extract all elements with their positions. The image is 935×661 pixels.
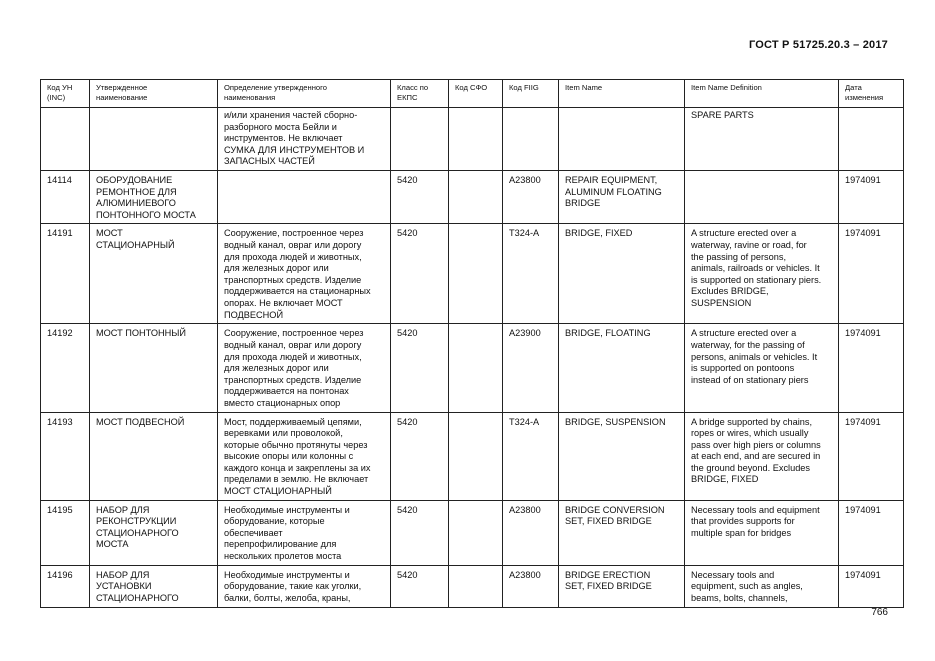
header-fiig-code: Код FIIG (503, 80, 559, 108)
document-title: ГОСТ Р 51725.20.3 – 2017 (748, 39, 888, 51)
cell-date: 1974091 (839, 500, 904, 565)
cell-code: 14114 (41, 170, 90, 223)
cell-definition: Сооружение, построенное через водный канал, овраг или дорогу для прохода людей и животных, для железных дорог или транспортных средств. Изделие поддерживается на понтонах вместо стационарных опор (218, 324, 391, 412)
header-ekps-class: Класс по ЕКПС (391, 80, 449, 108)
table-row (41, 224, 904, 324)
cell-item-definition: A structure erected over a waterway, for the passing of persons, animals or vehicles. It is supported on pontoons instead of on stationary piers (685, 324, 839, 412)
cell-sfo (449, 324, 503, 412)
cell-sfo (449, 224, 503, 324)
cell-item-name: BRIDGE CONVERSION SET, FIXED BRIDGE (559, 500, 685, 565)
table-row (41, 412, 904, 500)
cell-code: 14192 (41, 324, 90, 412)
cell-code: 14191 (41, 224, 90, 324)
table-row (41, 108, 904, 171)
header-inc: Код УН (INC) (41, 80, 90, 108)
catalog-table (40, 79, 904, 608)
header-sfo-code: Код СФО (449, 80, 503, 108)
cell-class: 5420 (391, 565, 449, 607)
cell-name (90, 108, 218, 171)
cell-fiig: T324-A (503, 224, 559, 324)
cell-fiig (503, 108, 559, 171)
cell-class: 5420 (391, 170, 449, 223)
cell-sfo (449, 412, 503, 500)
cell-code (41, 108, 90, 171)
cell-item-name: BRIDGE, FLOATING (559, 324, 685, 412)
cell-item-definition: Necessary tools and equipment that provides supports for multiple span for bridges (685, 500, 839, 565)
cell-sfo (449, 170, 503, 223)
header-change-date: Дата изменения (839, 80, 904, 108)
cell-item-name: REPAIR EQUIPMENT, ALUMINUM FLOATING BRIDGE (559, 170, 685, 223)
cell-fiig: A23800 (503, 170, 559, 223)
cell-class: 5420 (391, 224, 449, 324)
cell-code: 14196 (41, 565, 90, 607)
cell-fiig: A23800 (503, 500, 559, 565)
cell-date: 1974091 (839, 412, 904, 500)
cell-code: 14195 (41, 500, 90, 565)
cell-sfo (449, 500, 503, 565)
cell-name: МОСТ СТАЦИОНАРНЫЙ (90, 224, 218, 324)
cell-fiig: T324-A (503, 412, 559, 500)
table-header-row (41, 80, 904, 108)
cell-definition: и/или хранения частей сборно- разборного моста Бейли и инструментов. Не включает СУМКА ДЛЯ ИНСТРУМЕНТОВ И ЗАПАСНЫХ ЧАСТЕЙ (218, 108, 391, 171)
cell-definition: Мост, поддерживаемый цепями, веревками или проволокой, которые обычно протянуты через высокие опоры или колонны с каждого конца и закреплены за их пределами в землю. Не включает МОСТ СТАЦИОНАРНЫЙ (218, 412, 391, 500)
table-row (41, 565, 904, 607)
cell-fiig: A23900 (503, 324, 559, 412)
header-approved-name: Утвержденное наименование (90, 80, 218, 108)
cell-definition: Сооружение, построенное через водный канал, овраг или дорогу для прохода людей и животных, для железных дорог или транспортных средств. Изделие поддерживается на стационарных опорах. Не включает МОСТ ПОДВЕСНОЙ (218, 224, 391, 324)
header-definition: Определение утвержденного наименования (218, 80, 391, 108)
cell-name: МОСТ ПОДВЕСНОЙ (90, 412, 218, 500)
cell-class: 5420 (391, 412, 449, 500)
table-row (41, 500, 904, 565)
cell-class: 5420 (391, 324, 449, 412)
cell-class (391, 108, 449, 171)
cell-date: 1974091 (839, 170, 904, 223)
cell-code: 14193 (41, 412, 90, 500)
cell-item-name (559, 108, 685, 171)
cell-item-definition: SPARE PARTS (685, 108, 839, 171)
cell-sfo (449, 108, 503, 171)
cell-class: 5420 (391, 500, 449, 565)
cell-item-definition: A structure erected over a waterway, ravine or road, for the passing of persons, animals, railroads or vehicles. It is supported on stationary piers. Excludes BRIDGE, SUSPENSION (685, 224, 839, 324)
cell-definition: Необходимые инструменты и оборудование, такие как уголки, балки, болты, желоба, краны, (218, 565, 391, 607)
cell-date: 1974091 (839, 324, 904, 412)
cell-name: НАБОР ДЛЯ РЕКОНСТРУКЦИИ СТАЦИОНАРНОГО МОСТА (90, 500, 218, 565)
table-row (41, 170, 904, 223)
cell-fiig: A23800 (503, 565, 559, 607)
cell-item-definition: Necessary tools and equipment, such as angles, beams, bolts, channels, (685, 565, 839, 607)
cell-item-name: BRIDGE, SUSPENSION (559, 412, 685, 500)
cell-item-name: BRIDGE, FIXED (559, 224, 685, 324)
table-row (41, 324, 904, 412)
cell-definition: Необходимые инструменты и оборудование, которые обеспечивает перепрофилирование для нескольких пролетов моста (218, 500, 391, 565)
cell-name: НАБОР ДЛЯ УСТАНОВКИ СТАЦИОНАРНОГО (90, 565, 218, 607)
page-number: 766 (871, 607, 888, 618)
cell-name: ОБОРУДОВАНИЕ РЕМОНТНОЕ ДЛЯ АЛЮМИНИЕВОГО ПОНТОННОГО МОСТА (90, 170, 218, 223)
cell-date: 1974091 (839, 224, 904, 324)
cell-date (839, 108, 904, 171)
cell-definition (218, 170, 391, 223)
cell-item-name: BRIDGE ERECTION SET, FIXED BRIDGE (559, 565, 685, 607)
cell-sfo (449, 565, 503, 607)
cell-date: 1974091 (839, 565, 904, 607)
header-item-name-definition: Item Name Definition (685, 80, 839, 108)
header-item-name: Item Name (559, 80, 685, 108)
cell-item-definition: A bridge supported by chains, ropes or wires, which usually pass over high piers or columns at each end, and are secured in the ground beyond. Excludes BRIDGE, FIXED (685, 412, 839, 500)
cell-item-definition (685, 170, 839, 223)
cell-name: МОСТ ПОНТОННЫЙ (90, 324, 218, 412)
